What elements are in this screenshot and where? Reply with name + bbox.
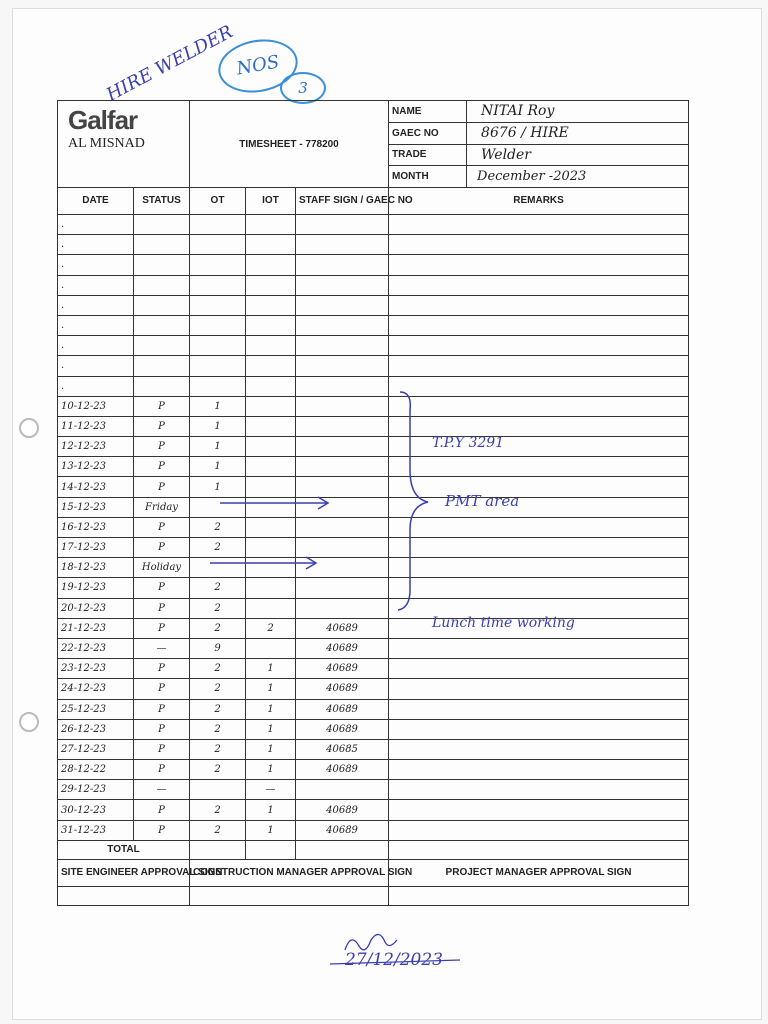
row-staff-sign: 40689 — [296, 800, 389, 820]
row-staff-sign: 40689 — [296, 679, 389, 699]
row-ot: 1 — [190, 396, 246, 416]
name-value: NITAI Roy — [467, 101, 689, 123]
row-date: . — [58, 356, 134, 376]
col-date: DATE — [58, 188, 134, 215]
trade-label: TRADE — [389, 144, 467, 166]
row-status: P — [134, 598, 190, 618]
row-staff-sign: 40685 — [296, 739, 389, 759]
row-date: . — [58, 336, 134, 356]
row-status: P — [134, 578, 190, 598]
footer-signature-scribble — [345, 934, 397, 950]
sheet-title: TIMESHEET - 778200 — [190, 101, 389, 188]
company-logo: Galfar — [68, 105, 138, 135]
row-date: 18-12-23 — [58, 558, 134, 578]
row-date: 26-12-23 — [58, 719, 134, 739]
row-staff-sign: 40689 — [296, 719, 389, 739]
col-remarks: REMARKS — [389, 188, 689, 215]
row-ot: 2 — [190, 538, 246, 558]
gaec-label: GAEC NO — [389, 122, 467, 144]
row-date: 14-12-23 — [58, 477, 134, 497]
col-status: STATUS — [134, 188, 190, 215]
row-status: P — [134, 416, 190, 436]
col-ot: OT — [190, 188, 246, 215]
row-ot: 2 — [190, 598, 246, 618]
row-date: 21-12-23 — [58, 618, 134, 638]
row-status: P — [134, 760, 190, 780]
row-date: 10-12-23 — [58, 396, 134, 416]
row-date: 29-12-23 — [58, 780, 134, 800]
total-label: TOTAL — [58, 840, 190, 859]
project-manager-approval: PROJECT MANAGER APPROVAL SIGN — [389, 859, 689, 886]
row-date: . — [58, 235, 134, 255]
row-ot: 2 — [190, 578, 246, 598]
row-ot: 2 — [190, 659, 246, 679]
row-date: 13-12-23 — [58, 457, 134, 477]
row-ot: 2 — [190, 739, 246, 759]
remarks-brace — [398, 392, 428, 610]
row-date: 12-12-23 — [58, 437, 134, 457]
row-date: 15-12-23 — [58, 497, 134, 517]
row-date: . — [58, 215, 134, 235]
gaec-value: 8676 / HIRE — [467, 122, 689, 144]
row-staff-sign: 40689 — [296, 699, 389, 719]
row-status: P — [134, 659, 190, 679]
row-status: P — [134, 679, 190, 699]
row-date: . — [58, 295, 134, 315]
row-date: . — [58, 376, 134, 396]
row-date: 20-12-23 — [58, 598, 134, 618]
row-status: P — [134, 517, 190, 537]
row-date: 23-12-23 — [58, 659, 134, 679]
row-date: 17-12-23 — [58, 538, 134, 558]
row-staff-sign: 40689 — [296, 760, 389, 780]
row-staff-sign: 40689 — [296, 659, 389, 679]
row-status: P — [134, 800, 190, 820]
month-label: MONTH — [389, 166, 467, 188]
row-date: 19-12-23 — [58, 578, 134, 598]
row-status: Friday — [134, 497, 190, 517]
name-label: NAME — [389, 101, 467, 123]
row-ot: 2 — [190, 699, 246, 719]
row-ot: 2 — [190, 760, 246, 780]
site-engineer-approval: SITE ENGINEER APPROVAL SIGN — [58, 859, 190, 886]
col-iot: IOT — [246, 188, 296, 215]
row-iot: 1 — [246, 800, 296, 820]
row-date: 28-12-22 — [58, 760, 134, 780]
row-iot: 1 — [246, 679, 296, 699]
row-staff-sign: 40689 — [296, 618, 389, 638]
row-ot: 9 — [190, 638, 246, 658]
row-ot: 2 — [190, 800, 246, 820]
lunch-note: Lunch time working — [432, 615, 575, 631]
row-iot: 1 — [246, 760, 296, 780]
row-date: 24-12-23 — [58, 679, 134, 699]
row-iot: 1 — [246, 719, 296, 739]
footer-date: 27/12/2023 — [345, 950, 443, 970]
row-date: 16-12-23 — [58, 517, 134, 537]
row-ot: 2 — [190, 517, 246, 537]
row-date: 30-12-23 — [58, 800, 134, 820]
row-date: . — [58, 315, 134, 335]
row-iot: 1 — [246, 659, 296, 679]
row-date: 31-12-23 — [58, 820, 134, 840]
col-staff-sign: STAFF SIGN / GAEC NO — [296, 188, 389, 215]
row-ot: 2 — [190, 719, 246, 739]
row-date: 22-12-23 — [58, 638, 134, 658]
nos-count-circled: 3 — [280, 72, 326, 104]
row-iot: 1 — [246, 739, 296, 759]
row-date: 25-12-23 — [58, 699, 134, 719]
row-date: 27-12-23 — [58, 739, 134, 759]
row-status: P — [134, 477, 190, 497]
row-staff-sign: 40689 — [296, 820, 389, 840]
row-date: . — [58, 275, 134, 295]
row-iot: 1 — [246, 820, 296, 840]
row-staff-sign: 40689 — [296, 638, 389, 658]
row-ot: 2 — [190, 618, 246, 638]
row-status: P — [134, 457, 190, 477]
row-ot: 1 — [190, 457, 246, 477]
month-value: December -2023 — [467, 166, 689, 188]
row-iot: 1 — [246, 699, 296, 719]
row-status: P — [134, 739, 190, 759]
project-note: T.P.Y 3291 — [432, 435, 505, 451]
row-date: 11-12-23 — [58, 416, 134, 436]
row-status: P — [134, 538, 190, 558]
row-status: Holiday — [134, 558, 190, 578]
area-note: PMT area — [445, 492, 520, 510]
row-status: P — [134, 820, 190, 840]
row-date: . — [58, 255, 134, 275]
company-subtitle: AL MISNAD — [68, 136, 145, 151]
row-status: P — [134, 699, 190, 719]
row-status: P — [134, 719, 190, 739]
row-ot: 1 — [190, 477, 246, 497]
construction-manager-approval: CONSTRUCTION MANAGER APPROVAL SIGN — [190, 859, 389, 886]
row-iot: — — [246, 780, 296, 800]
row-iot: 2 — [246, 618, 296, 638]
row-ot: 1 — [190, 437, 246, 457]
nos-circled-note: NOS — [214, 33, 302, 98]
row-ot: 2 — [190, 820, 246, 840]
row-status: — — [134, 638, 190, 658]
row-status: P — [134, 618, 190, 638]
row-ot: 1 — [190, 416, 246, 436]
row-status: P — [134, 437, 190, 457]
hire-welder-note: HIRE WELDER — [103, 21, 237, 106]
row-status: P — [134, 396, 190, 416]
row-status: — — [134, 780, 190, 800]
row-ot: 2 — [190, 679, 246, 699]
trade-value: Welder — [467, 144, 689, 166]
